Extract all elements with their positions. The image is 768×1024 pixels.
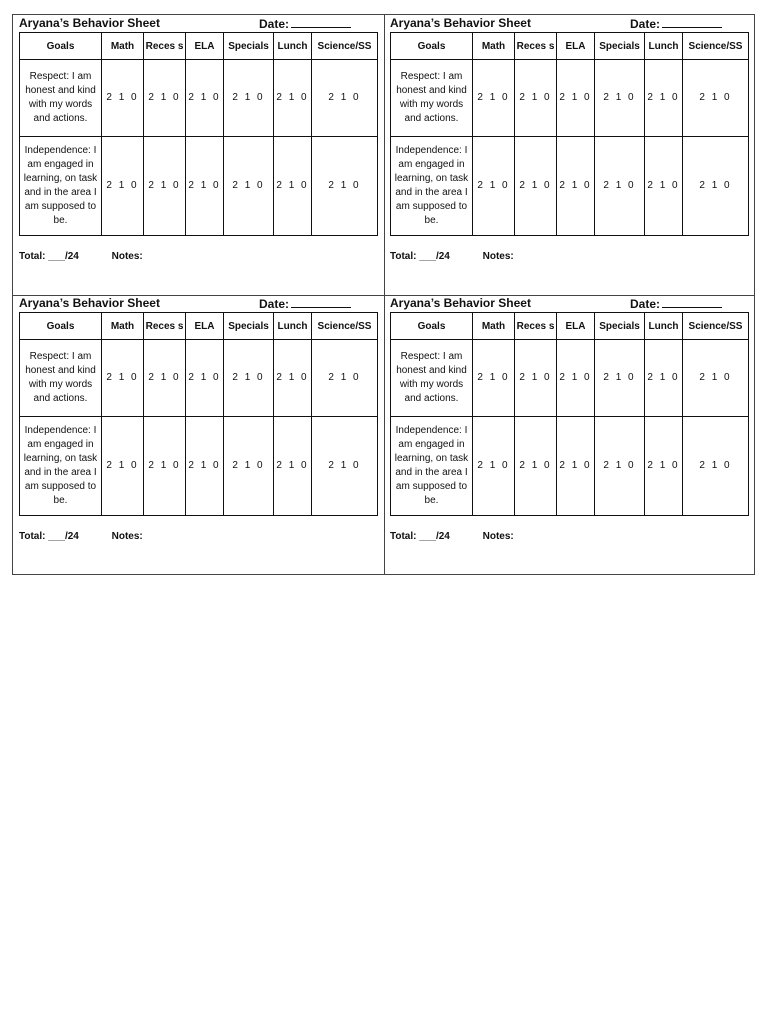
- rating-cell-science-ss[interactable]: 2 1 0: [312, 417, 378, 516]
- column-header-science-ss: Science/SS: [683, 33, 749, 60]
- rating-cell-ela[interactable]: 2 1 0: [186, 137, 224, 236]
- sheet-footer: [390, 531, 514, 542]
- notes-label[interactable]: Notes:: [111, 251, 143, 262]
- behavior-sheet: [384, 295, 754, 575]
- goal-label: Independence: I am engaged in learning, on task and in the area I am supposed to be.: [20, 417, 102, 516]
- date-blank-line[interactable]: [291, 296, 351, 308]
- rating-cell-science-ss[interactable]: 2 1 0: [683, 340, 749, 417]
- column-header-goals: Goals: [20, 313, 102, 340]
- notes-label[interactable]: Notes:: [482, 251, 514, 262]
- rating-cell-math[interactable]: 2 1 0: [473, 340, 515, 417]
- column-header-specials: Specials: [224, 33, 274, 60]
- goal-label: Respect: I am honest and kind with my words and actions.: [391, 60, 473, 137]
- rating-cell-lunch[interactable]: 2 1 0: [645, 340, 683, 417]
- date-label: Date:: [259, 17, 290, 31]
- goal-row-respect: [391, 60, 749, 137]
- rating-cell-lunch[interactable]: 2 1 0: [274, 340, 312, 417]
- rating-cell-lunch[interactable]: 2 1 0: [274, 417, 312, 516]
- sheet-header: [390, 296, 746, 312]
- rating-cell-ela[interactable]: 2 1 0: [186, 60, 224, 137]
- rating-cell-specials[interactable]: 2 1 0: [595, 137, 645, 236]
- rating-cell-specials[interactable]: 2 1 0: [224, 340, 274, 417]
- sheet-footer: [19, 251, 143, 262]
- goal-label: Independence: I am engaged in learning, on task and in the area I am supposed to be.: [20, 137, 102, 236]
- sheet-title: Aryana’s Behavior Sheet: [19, 296, 160, 310]
- rating-cell-math[interactable]: 2 1 0: [102, 137, 144, 236]
- behavior-sheet: [13, 295, 383, 575]
- total-label[interactable]: Total: ___/24: [19, 251, 79, 262]
- rating-cell-science-ss[interactable]: 2 1 0: [683, 60, 749, 137]
- goal-row-respect: [20, 60, 378, 137]
- goal-row-independence: [20, 137, 378, 236]
- rating-cell-math[interactable]: 2 1 0: [473, 60, 515, 137]
- goal-label: Independence: I am engaged in learning, on task and in the area I am supposed to be.: [391, 417, 473, 516]
- rating-cell-lunch[interactable]: 2 1 0: [645, 60, 683, 137]
- behavior-table: [390, 312, 749, 516]
- rating-cell-ela[interactable]: 2 1 0: [557, 340, 595, 417]
- column-header-math: Math: [473, 313, 515, 340]
- sheet-title: Aryana’s Behavior Sheet: [390, 16, 531, 30]
- rating-cell-lunch[interactable]: 2 1 0: [645, 417, 683, 516]
- column-header-goals: Goals: [20, 33, 102, 60]
- rating-cell-recess[interactable]: 2 1 0: [515, 340, 557, 417]
- notes-label[interactable]: Notes:: [111, 531, 143, 542]
- goal-row-respect: [391, 340, 749, 417]
- column-header-ela: ELA: [557, 313, 595, 340]
- date-label: Date:: [259, 297, 290, 311]
- behavior-table: [390, 32, 749, 236]
- rating-cell-ela[interactable]: 2 1 0: [186, 417, 224, 516]
- rating-cell-science-ss[interactable]: 2 1 0: [683, 417, 749, 516]
- goal-label: Independence: I am engaged in learning, on task and in the area I am supposed to be.: [391, 137, 473, 236]
- rating-cell-specials[interactable]: 2 1 0: [224, 137, 274, 236]
- column-header-math: Math: [102, 33, 144, 60]
- column-header-ela: ELA: [557, 33, 595, 60]
- sheet-header: [19, 296, 375, 312]
- column-header-recess: Reces s: [515, 313, 557, 340]
- date-blank-line[interactable]: [662, 16, 722, 28]
- rating-cell-science-ss[interactable]: 2 1 0: [312, 60, 378, 137]
- rating-cell-recess[interactable]: 2 1 0: [515, 137, 557, 236]
- rating-cell-math[interactable]: 2 1 0: [473, 137, 515, 236]
- sheet-title: Aryana’s Behavior Sheet: [19, 16, 160, 30]
- column-header-ela: ELA: [186, 313, 224, 340]
- rating-cell-recess[interactable]: 2 1 0: [144, 137, 186, 236]
- rating-cell-ela[interactable]: 2 1 0: [186, 340, 224, 417]
- goal-label: Respect: I am honest and kind with my words and actions.: [20, 60, 102, 137]
- column-header-specials: Specials: [224, 313, 274, 340]
- date-field[interactable]: [630, 296, 722, 311]
- header-row: [20, 33, 378, 60]
- rating-cell-science-ss[interactable]: 2 1 0: [683, 137, 749, 236]
- rating-cell-specials[interactable]: 2 1 0: [224, 60, 274, 137]
- column-header-science-ss: Science/SS: [683, 313, 749, 340]
- behavior-table: [19, 32, 378, 236]
- sheet-header: [390, 16, 746, 32]
- rating-cell-ela[interactable]: 2 1 0: [557, 137, 595, 236]
- rating-cell-recess[interactable]: 2 1 0: [144, 340, 186, 417]
- date-blank-line[interactable]: [291, 16, 351, 28]
- rating-cell-lunch[interactable]: 2 1 0: [274, 60, 312, 137]
- rating-cell-ela[interactable]: 2 1 0: [557, 60, 595, 137]
- rating-cell-science-ss[interactable]: 2 1 0: [312, 340, 378, 417]
- column-header-recess: Reces s: [144, 313, 186, 340]
- behavior-sheet-grid: [12, 14, 755, 575]
- header-row: [391, 33, 749, 60]
- goal-row-independence: [391, 137, 749, 236]
- rating-cell-specials[interactable]: 2 1 0: [224, 417, 274, 516]
- column-header-recess: Reces s: [515, 33, 557, 60]
- rating-cell-science-ss[interactable]: 2 1 0: [312, 137, 378, 236]
- column-header-lunch: Lunch: [645, 33, 683, 60]
- rating-cell-recess[interactable]: 2 1 0: [515, 60, 557, 137]
- rating-cell-lunch[interactable]: 2 1 0: [645, 137, 683, 236]
- date-field[interactable]: [630, 16, 722, 31]
- goal-label: Respect: I am honest and kind with my words and actions.: [20, 340, 102, 417]
- goal-label: Respect: I am honest and kind with my words and actions.: [391, 340, 473, 417]
- goal-row-respect: [20, 340, 378, 417]
- rating-cell-specials[interactable]: 2 1 0: [595, 60, 645, 137]
- date-field[interactable]: [259, 296, 351, 311]
- rating-cell-recess[interactable]: 2 1 0: [515, 417, 557, 516]
- rating-cell-lunch[interactable]: 2 1 0: [274, 137, 312, 236]
- column-header-ela: ELA: [186, 33, 224, 60]
- header-row: [391, 313, 749, 340]
- rating-cell-math[interactable]: 2 1 0: [102, 340, 144, 417]
- total-label[interactable]: Total: ___/24: [390, 531, 450, 542]
- column-header-lunch: Lunch: [645, 313, 683, 340]
- total-label[interactable]: Total: ___/24: [19, 531, 79, 542]
- goal-row-independence: [20, 417, 378, 516]
- date-blank-line[interactable]: [662, 296, 722, 308]
- rating-cell-math[interactable]: 2 1 0: [102, 60, 144, 137]
- behavior-sheet: [384, 15, 754, 295]
- column-header-specials: Specials: [595, 313, 645, 340]
- rating-cell-specials[interactable]: 2 1 0: [595, 417, 645, 516]
- rating-cell-recess[interactable]: 2 1 0: [144, 60, 186, 137]
- date-label: Date:: [630, 297, 661, 311]
- column-header-science-ss: Science/SS: [312, 33, 378, 60]
- date-field[interactable]: [259, 16, 351, 31]
- column-header-specials: Specials: [595, 33, 645, 60]
- goal-row-independence: [391, 417, 749, 516]
- notes-label[interactable]: Notes:: [482, 531, 514, 542]
- column-header-math: Math: [102, 313, 144, 340]
- column-header-math: Math: [473, 33, 515, 60]
- sheet-footer: [19, 531, 143, 542]
- column-header-science-ss: Science/SS: [312, 313, 378, 340]
- date-label: Date:: [630, 17, 661, 31]
- sheet-header: [19, 16, 375, 32]
- column-header-recess: Reces s: [144, 33, 186, 60]
- header-row: [20, 313, 378, 340]
- total-label[interactable]: Total: ___/24: [390, 251, 450, 262]
- rating-cell-math[interactable]: 2 1 0: [473, 417, 515, 516]
- sheet-footer: [390, 251, 514, 262]
- rating-cell-math[interactable]: 2 1 0: [102, 417, 144, 516]
- behavior-sheet: [13, 15, 383, 295]
- column-header-lunch: Lunch: [274, 313, 312, 340]
- column-header-goals: Goals: [391, 313, 473, 340]
- sheet-title: Aryana’s Behavior Sheet: [390, 296, 531, 310]
- behavior-table: [19, 312, 378, 516]
- rating-cell-recess[interactable]: 2 1 0: [144, 417, 186, 516]
- rating-cell-specials[interactable]: 2 1 0: [595, 340, 645, 417]
- column-header-lunch: Lunch: [274, 33, 312, 60]
- column-header-goals: Goals: [391, 33, 473, 60]
- rating-cell-ela[interactable]: 2 1 0: [557, 417, 595, 516]
